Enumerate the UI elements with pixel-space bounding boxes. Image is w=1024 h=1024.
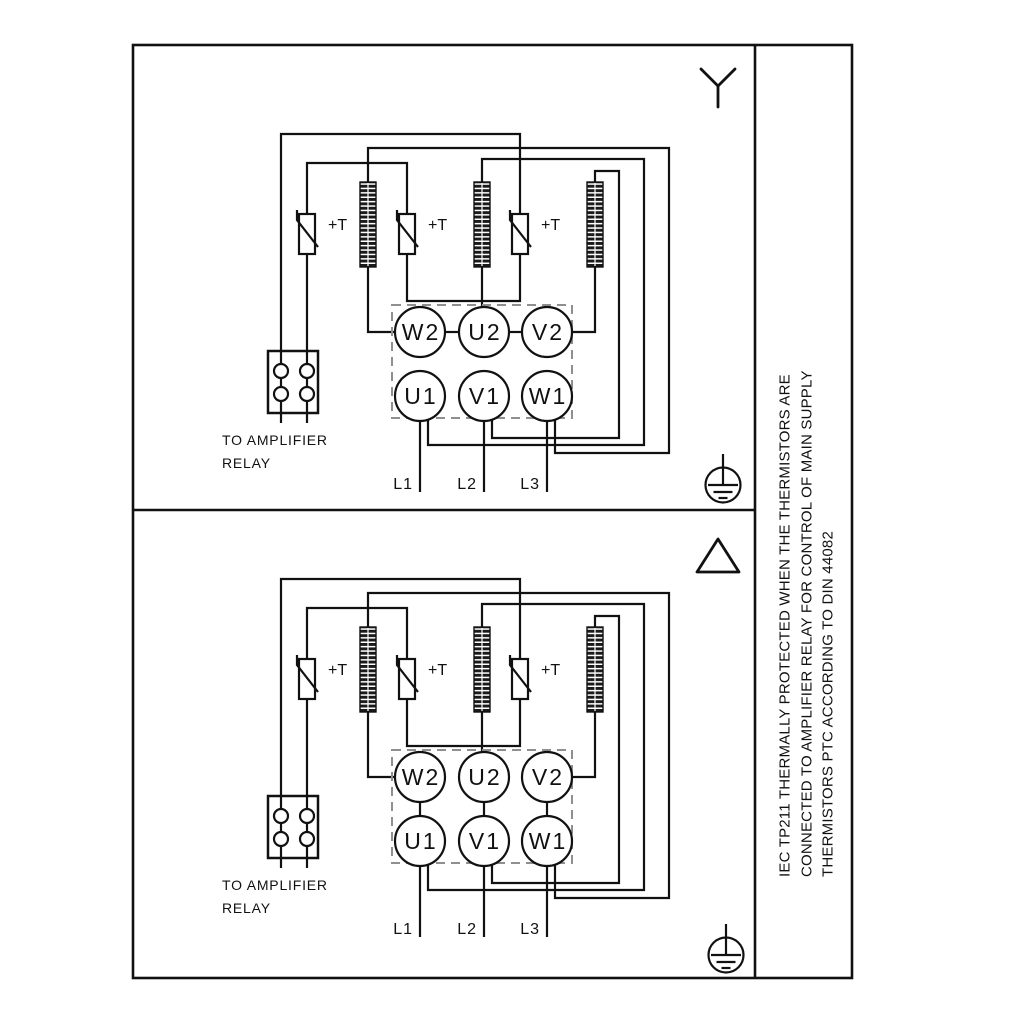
side-note-line1: IEC TP211 THERMALLY PROTECTED WHEN THE THERMISTORS ARE bbox=[776, 374, 794, 877]
delta-panel-circuit bbox=[222, 579, 669, 938]
star-connection-icon bbox=[701, 69, 735, 107]
star-panel bbox=[222, 69, 741, 503]
star-panel-circuit bbox=[222, 134, 669, 493]
side-note bbox=[777, 370, 837, 877]
delta-panel bbox=[222, 539, 744, 973]
protective-earth-icon bbox=[706, 454, 741, 503]
delta-bridges bbox=[420, 802, 547, 816]
side-note-line2: CONNECTED TO AMPLIFIER RELAY FOR CONTROL OF MAIN SUPPLY bbox=[798, 370, 816, 877]
delta-connection-icon bbox=[697, 539, 739, 572]
protective-earth-icon bbox=[709, 924, 744, 973]
side-note-line3: THERMISTORS PTC ACCORDING TO DIN 44082 bbox=[819, 530, 837, 877]
